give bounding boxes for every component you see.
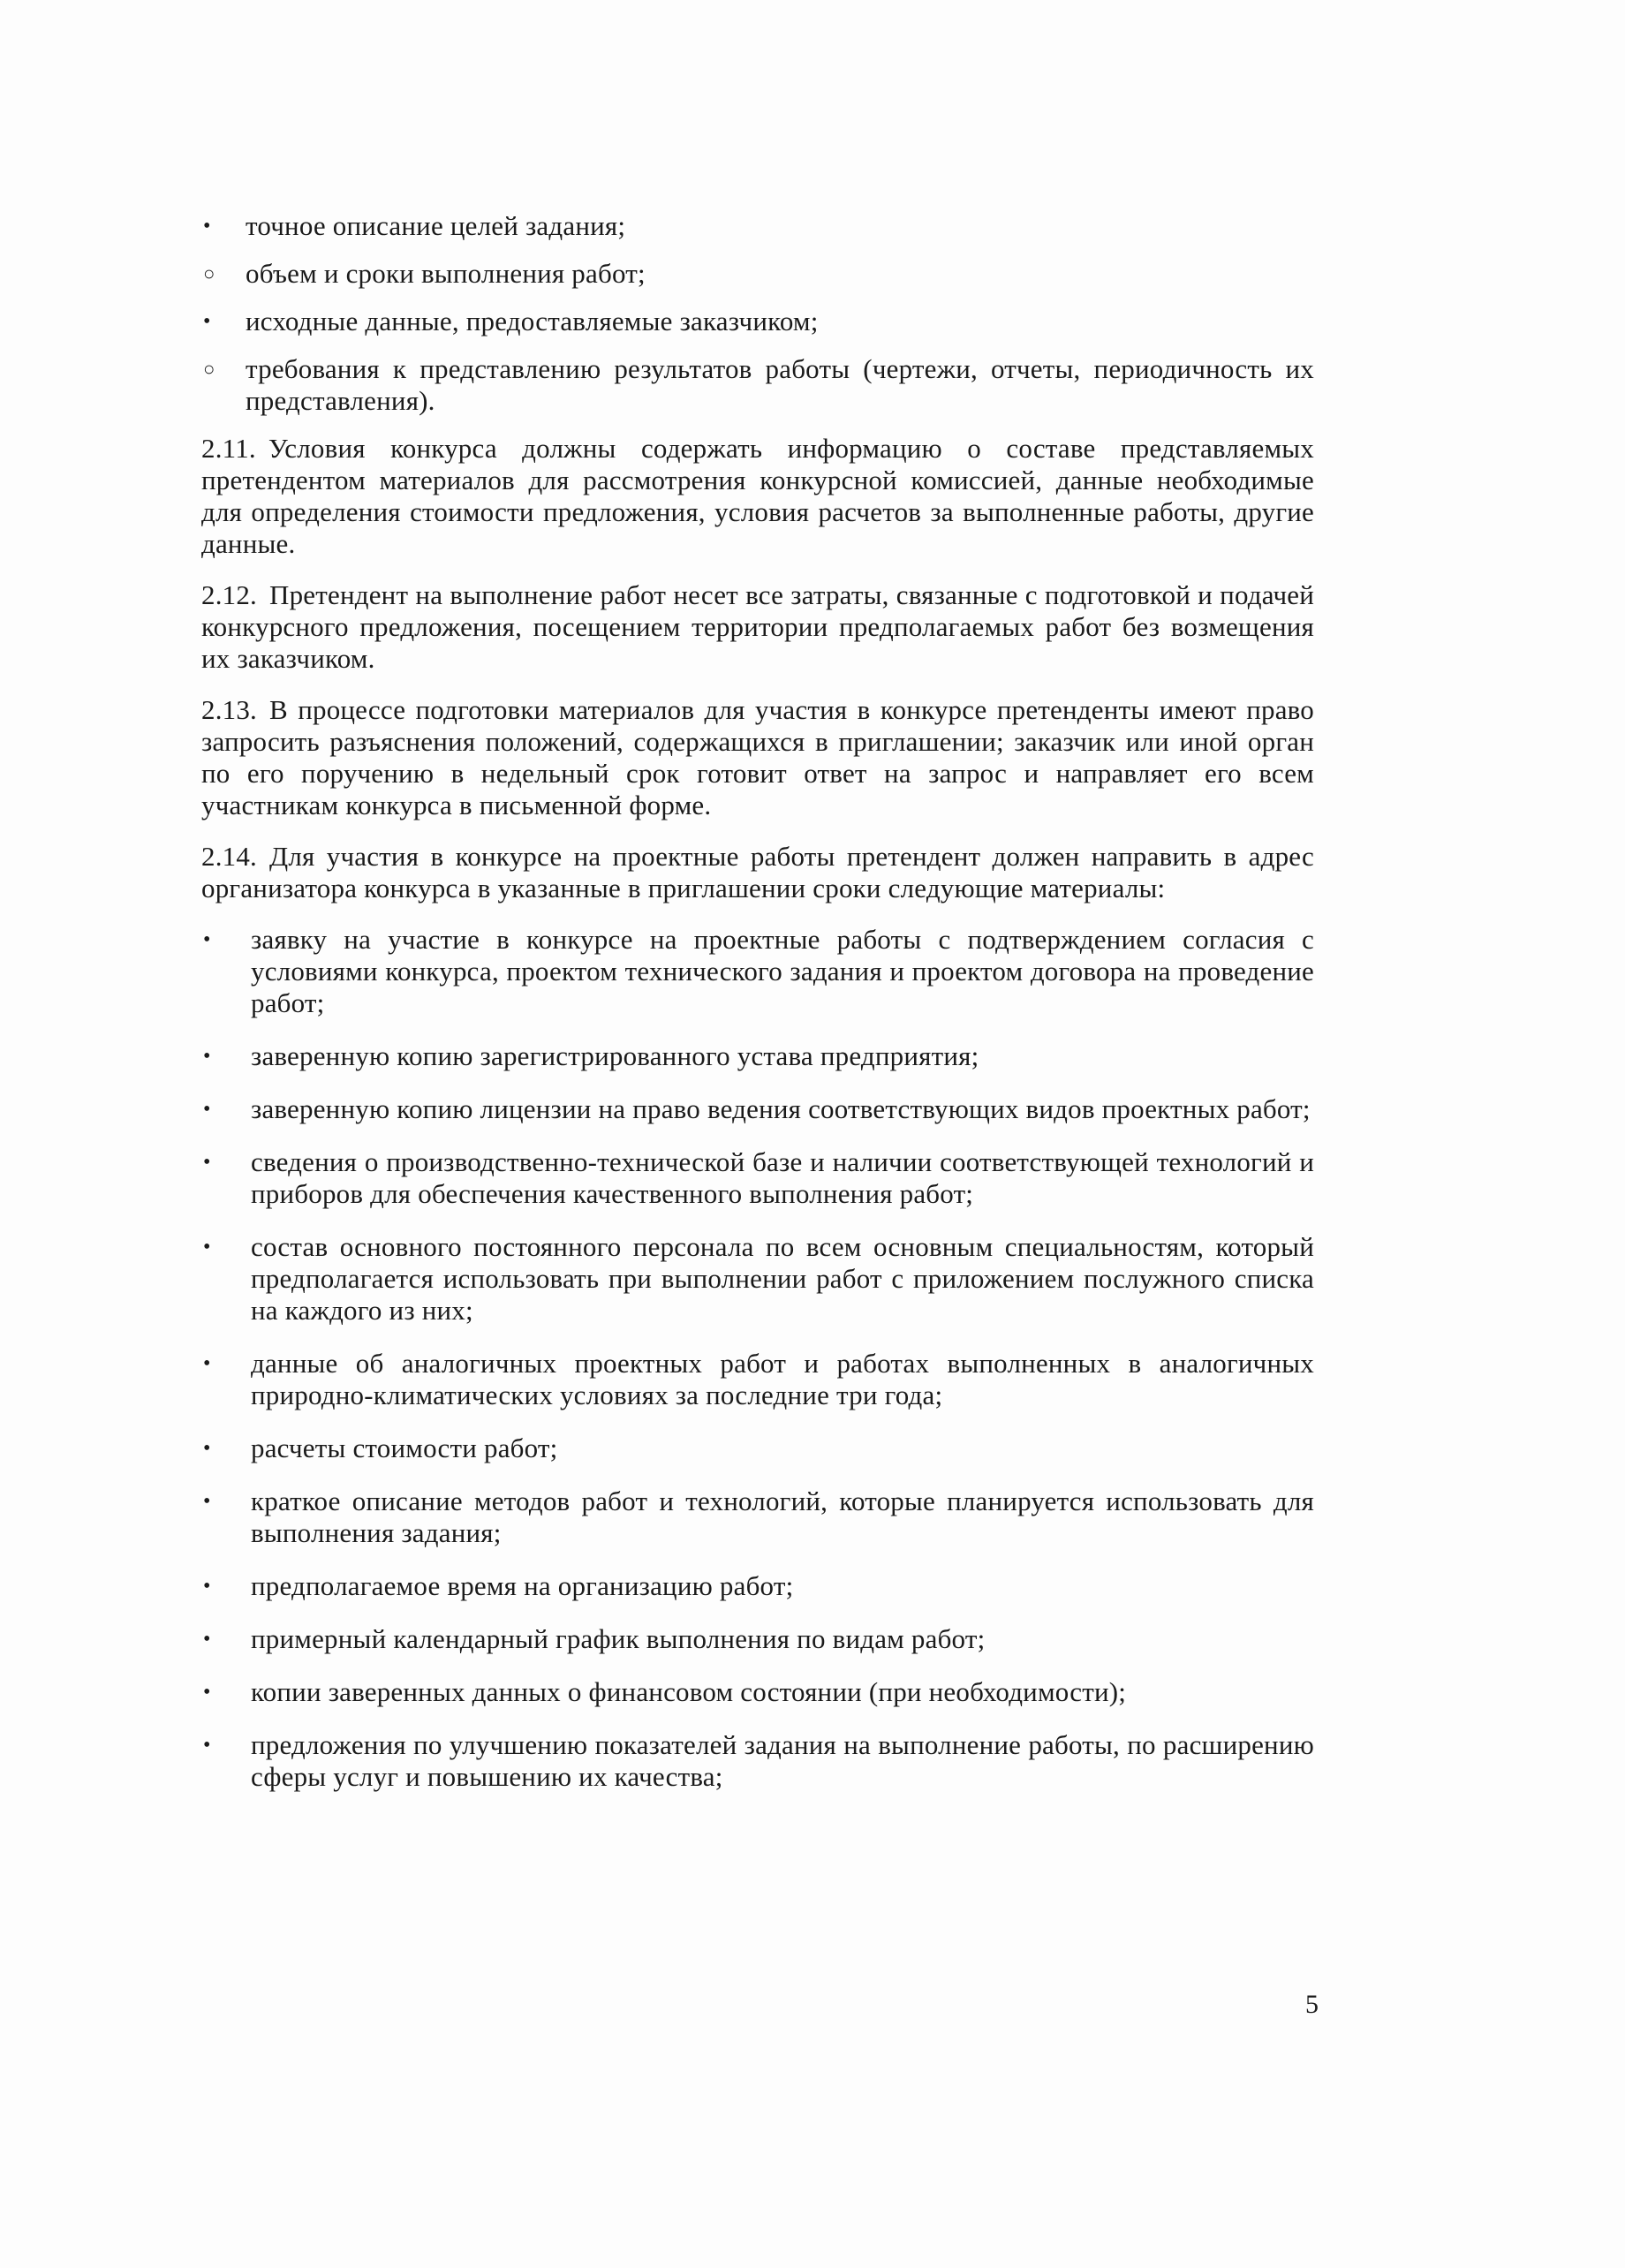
- list-item: [201, 1623, 1314, 1655]
- bullet-icon: •: [203, 1628, 211, 1651]
- list-item-text: требования к представлению результатов работы (чертежи, отчеты, периодичность их представления).: [246, 353, 1314, 416]
- list-item-text: краткое описание методов работ и технологий, которые планируется использовать для выполнения задания;: [251, 1486, 1314, 1548]
- list-item: [201, 1433, 1314, 1464]
- list-item: [201, 306, 1314, 337]
- hollow-bullet-icon: ○: [203, 262, 215, 284]
- paragraph-2-12: [201, 579, 1314, 675]
- list-item-text: расчеты стоимости работ;: [251, 1433, 558, 1463]
- list-item-text: данные об аналогичных проектных работ и работах выполненных в аналогичных природно-климатических условиях за последние три года;: [251, 1348, 1314, 1410]
- submission-materials-list: [201, 924, 1314, 1793]
- paragraph-text: Условия конкурса должны содержать информацию о составе представляемых претендентом материалов для рассмотрения конкурсной комиссией, данные необходимые для определения стоимости предложения, условия расчетов за выполненные работы, другие данные.: [201, 433, 1314, 559]
- page-number: 5: [1305, 1990, 1319, 2019]
- list-item-text: примерный календарный график выполнения по видам работ;: [251, 1623, 986, 1654]
- list-item: [201, 1486, 1314, 1549]
- list-item-text: заявку на участие в конкурсе на проектные работы с подтверждением согласия с условиями конкурса, проектом технического задания и проектом договора на проведение работ;: [251, 924, 1314, 1018]
- bullet-icon: •: [203, 1681, 211, 1704]
- bullet-icon: •: [203, 1236, 211, 1259]
- list-item: [201, 1231, 1314, 1327]
- bullet-icon: •: [203, 1098, 211, 1121]
- list-item-text: состав основного постоянного персонала по всем основным специальностям, который предполагается использовать при выполнении работ с приложением послужного списка на каждого из них;: [251, 1231, 1314, 1326]
- bullet-icon: •: [203, 1575, 211, 1598]
- list-item: [201, 258, 1314, 290]
- document-body: [201, 210, 1314, 1814]
- list-item-text: объем и сроки выполнения работ;: [246, 258, 646, 289]
- bullet-icon: •: [203, 1490, 211, 1513]
- list-item-text: сведения о производственно-технической базе и наличии соответствующей технологий и приборов для обеспечения качественного выполнения работ;: [251, 1146, 1314, 1209]
- paragraph-2-11: [201, 433, 1314, 560]
- list-item: [201, 353, 1314, 417]
- list-item: [201, 1040, 1314, 1072]
- list-item-text: исходные данные, предоставляемые заказчиком;: [246, 306, 819, 336]
- bullet-icon: •: [203, 1151, 211, 1174]
- list-item-text: предполагаемое время на организацию работ;: [251, 1570, 794, 1601]
- paragraph-text: Для участия в конкурсе на проектные работы претендент должен направить в адрес организатора конкурса в указанные в приглашении сроки следующие материалы:: [201, 841, 1314, 903]
- list-item: [201, 1093, 1314, 1125]
- paragraph-number: 2.14.: [201, 841, 257, 872]
- list-item-text: копии заверенных данных о финансовом состоянии (при необходимости);: [251, 1676, 1127, 1707]
- paragraph-number: 2.13.: [201, 694, 257, 725]
- task-requirements-list: [201, 210, 1314, 417]
- paragraph-2-13: [201, 694, 1314, 821]
- paragraph-text: В процессе подготовки материалов для участия в конкурсе претенденты имеют право запросить разъяснения положений, содержащихся в приглашении; заказчик или иной орган по его поручению в недельный срок готовит ответ на запрос и направляет его всем участникам конкурса в письменной форме.: [201, 694, 1314, 820]
- paragraph-number: 2.11.: [201, 433, 256, 464]
- list-item-text: предложения по улучшению показателей задания на выполнение работы, по расширению сферы услуг и повышению их качества;: [251, 1729, 1314, 1792]
- bullet-icon: •: [203, 1437, 211, 1460]
- list-item: [201, 1570, 1314, 1602]
- list-item: [201, 1729, 1314, 1793]
- bullet-icon: •: [203, 1045, 211, 1068]
- list-item: [201, 210, 1314, 242]
- bullet-icon: •: [203, 928, 211, 951]
- list-item: [201, 1676, 1314, 1708]
- bullet-icon: •: [203, 1352, 211, 1375]
- list-item-text: точное описание целей задания;: [246, 210, 626, 241]
- bullet-icon: •: [203, 1734, 211, 1757]
- paragraph-2-14: [201, 841, 1314, 904]
- bullet-icon: •: [203, 215, 211, 238]
- bullet-icon: •: [203, 310, 211, 333]
- list-item: [201, 924, 1314, 1019]
- list-item-text: заверенную копию лицензии на право ведения соответствующих видов проектных работ;: [251, 1093, 1311, 1124]
- paragraph-number: 2.12.: [201, 579, 257, 610]
- list-item-text: заверенную копию зарегистрированного устава предприятия;: [251, 1040, 979, 1071]
- paragraph-text: Претендент на выполнение работ несет все затраты, связанные с подготовкой и подачей конкурсного предложения, посещением территории предполагаемых работ без возмещения их заказчиком.: [201, 579, 1314, 674]
- list-item: [201, 1348, 1314, 1411]
- list-item: [201, 1146, 1314, 1210]
- hollow-bullet-icon: ○: [203, 358, 215, 380]
